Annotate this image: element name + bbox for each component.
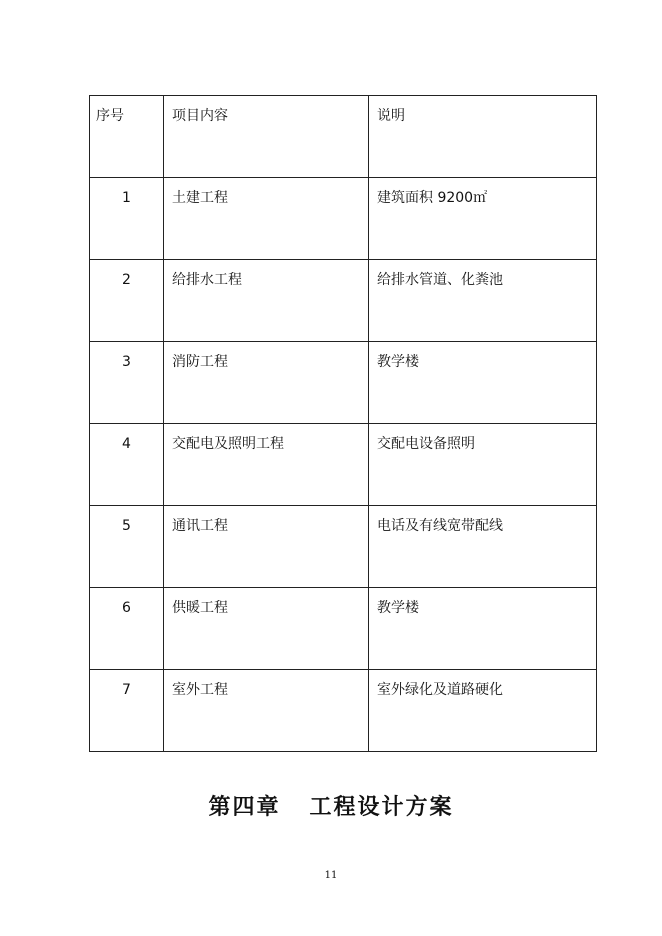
row-item: 交配电及照明工程 [164,424,369,506]
row-item: 通讯工程 [164,506,369,588]
table-row [90,424,597,506]
row-desc: 室外绿化及道路硬化 [369,670,597,752]
table-header-row [90,96,597,178]
row-item: 室外工程 [164,670,369,752]
header-item: 项目内容 [164,96,369,178]
row-desc: 建筑面积 9200㎡ [369,178,597,260]
row-desc: 交配电设备照明 [369,424,597,506]
table-row [90,260,597,342]
row-no: 5 [90,506,164,588]
table-row [90,178,597,260]
row-no: 6 [90,588,164,670]
row-item: 土建工程 [164,178,369,260]
row-desc: 教学楼 [369,588,597,670]
table-row [90,342,597,424]
row-desc: 给排水管道、化粪池 [369,260,597,342]
row-no: 7 [90,670,164,752]
header-no: 序号 [90,96,164,178]
row-desc: 电话及有线宽带配线 [369,506,597,588]
row-no: 4 [90,424,164,506]
row-item: 供暖工程 [164,588,369,670]
row-no: 1 [90,178,164,260]
table-row [90,670,597,752]
header-desc: 说明 [369,96,597,178]
project-table [89,95,597,752]
row-desc: 教学楼 [369,342,597,424]
chapter-title: 第四章 工程设计方案 [208,794,454,820]
row-no: 3 [90,342,164,424]
table-row [90,506,597,588]
row-item: 消防工程 [164,342,369,424]
page-number: 11 [324,870,338,881]
row-no: 2 [90,260,164,342]
row-item: 给排水工程 [164,260,369,342]
table-row [90,588,597,670]
